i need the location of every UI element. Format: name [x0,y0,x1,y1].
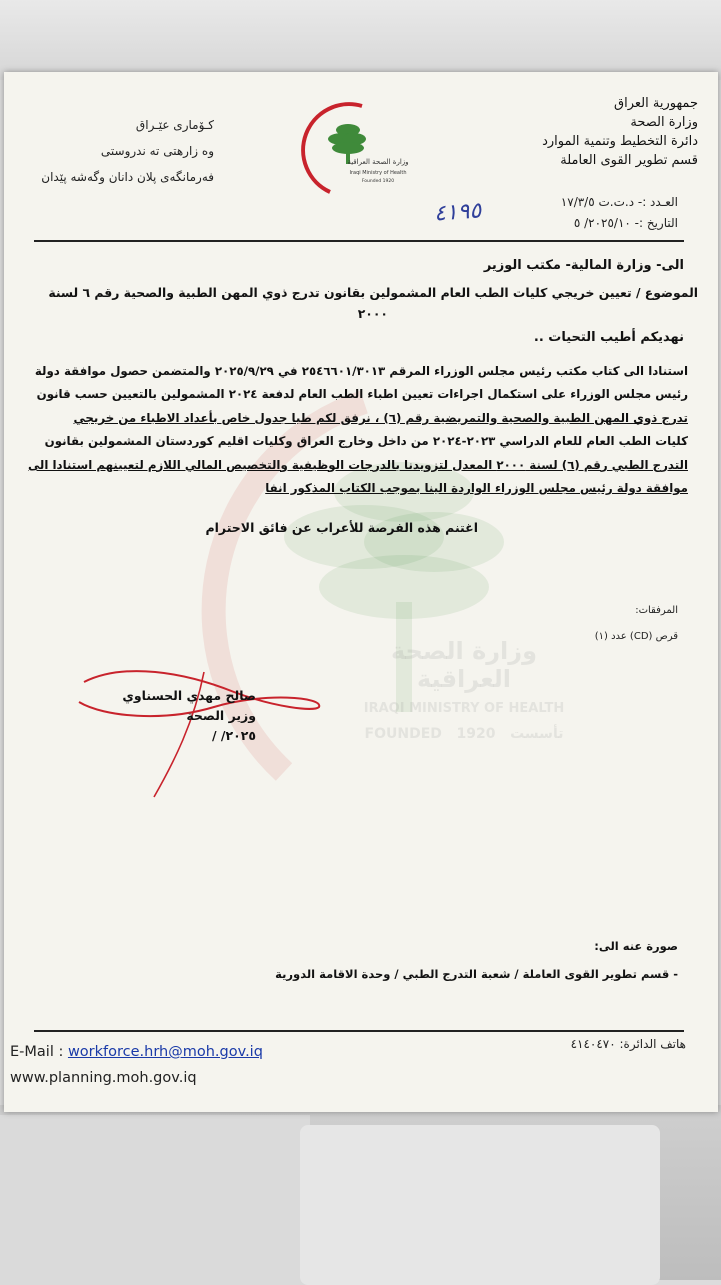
header-kurdish-line1: كـۆمارى عێـراق [135,118,214,132]
letter-body [28,360,688,500]
body-line-5: التدرج الطبي رقم (٦) لسنة ٢٠٠٠ المعدل لتزويدنا بالدرجات الوظيفية والتخصيص المالي اللازم لتعيينهم استنادا الى [28,457,688,472]
footer-email [10,1044,263,1060]
header-directorate: دائرة التخطيط وتنمية الموارد [542,134,698,149]
closing-line: اغتنم هذه الفرصة للأعراب عن فائق الاحترام [205,520,478,535]
watermark-arabic: وزارة الصحة العراقية [390,637,538,693]
header-department: قسم تطوير القوى العاملة [560,153,698,168]
logo-founded: Founded 1920 [361,179,395,184]
body-line-4: كليات الطب العام للعام الدراسي ٢٠٢٣-٢٠٢٤ من داخل وخارج العراق وكليات اقليم كوردستان المشمولين بقانون [44,434,688,449]
footer-phone: هاتف الدائرة: ٤١٤٠٤٧٠ [570,1037,686,1051]
watermark-year: 1920 [456,726,496,742]
signatory-title: وزير الصحة [186,708,256,723]
printer-body [0,1115,310,1285]
subject-line-2: ٢٠٠٠ [357,306,388,321]
attachments-item: قرص (CD) عدد (١) [594,631,678,642]
attachments-label: المرفقات: [635,605,678,616]
reference-date: التاريخ :- ٢٠٢٥/١٠/ ٥ [573,216,678,230]
copy-to [275,932,678,988]
email-label: E-Mail : [10,1044,64,1060]
recipient-line: الى- وزارة المالية- مكتب الوزير [483,258,684,273]
ministry-logo-icon [300,102,410,197]
letter-page [4,72,718,1112]
footer-divider [34,1030,684,1032]
signatory-name: صالح مهدي الحسناوي [122,688,256,703]
logo-text-arabic: وزارة الصحة العراقية [347,158,409,166]
header-republic: جمهورية العراق [614,96,698,111]
email-link[interactable]: workforce.hrh@moh.gov.iq [67,1044,263,1060]
signature-date: ٢٠٢٥/ / [211,728,256,743]
printer-tray [300,1125,660,1285]
copy-to-label: صورة عنه الى: [594,939,678,953]
body-line-2: رئيس مجلس الوزراء على استكمال اجراءات تعيين اطباء الطب العام لدفعة ٢٠٢٤ المشمولين بالتعيين حسب قانون [36,387,688,402]
copy-to-item: - قسم تطوير القوى العاملة / شعبة التدرج الطبي / وحدة الاقامة الدورية [275,967,678,981]
header-kurdish-line3: فەرمانگەی پلان دانان وگەشە پێدان [41,170,214,184]
header-left [24,112,214,190]
body-line-3: تدرج ذوي المهن الطبية والصحية والتمريضية رقم (٦) ، نرفق لكم طيا جدول خاص بأعداد الاطباء من خريجي [73,410,688,425]
header-kurdish-line2: وه زارهتى ته ندروستى [100,144,214,158]
subject-line [28,282,698,324]
attachments [595,598,678,650]
watermark-founded: FOUNDED [364,726,442,742]
background-surface-bottom [0,1105,721,1280]
watermark-text [349,637,579,742]
header-right [488,94,698,170]
watermark-founded-ar: تأسست [510,726,564,742]
header-divider [34,240,684,242]
logo-text-english: Iraqi Ministry of Health [349,170,407,176]
body-line-6: موافقة دولة رئيس مجلس الوزراء الواردة الينا بموجب الكتاب المذكور انفا [265,481,688,496]
watermark-english: IRAQI MINISTRY OF HEALTH [363,701,565,716]
handwritten-number: ٤١٩٥ [433,198,483,227]
reference-block [458,192,678,234]
reference-number: العـدد :- د.ت.ت ١٧/٣/٥ [560,195,678,209]
body-line-1: استنادا الى كتاب مكتب رئيس مجلس الوزراء المرقم ٢٥٤٦٦٠١/٣٠١٣ في ٢٠٢٥/٩/٢٩ والمتضمن حصول موافقة دولة [34,364,688,378]
subject-line-1: الموضوع / تعيين خريجي كليات الطب العام المشمولين بقانون تدرج ذوي المهن الطبية والصحية رقم ٦ لسنة [48,285,698,300]
greeting: نهديكم أطيب التحيات .. [533,330,684,345]
background-surface-top [0,0,721,80]
signature-block [76,686,256,746]
header-ministry: وزارة الصحة [630,115,698,130]
footer-website[interactable]: www.planning.moh.gov.iq [10,1070,197,1086]
